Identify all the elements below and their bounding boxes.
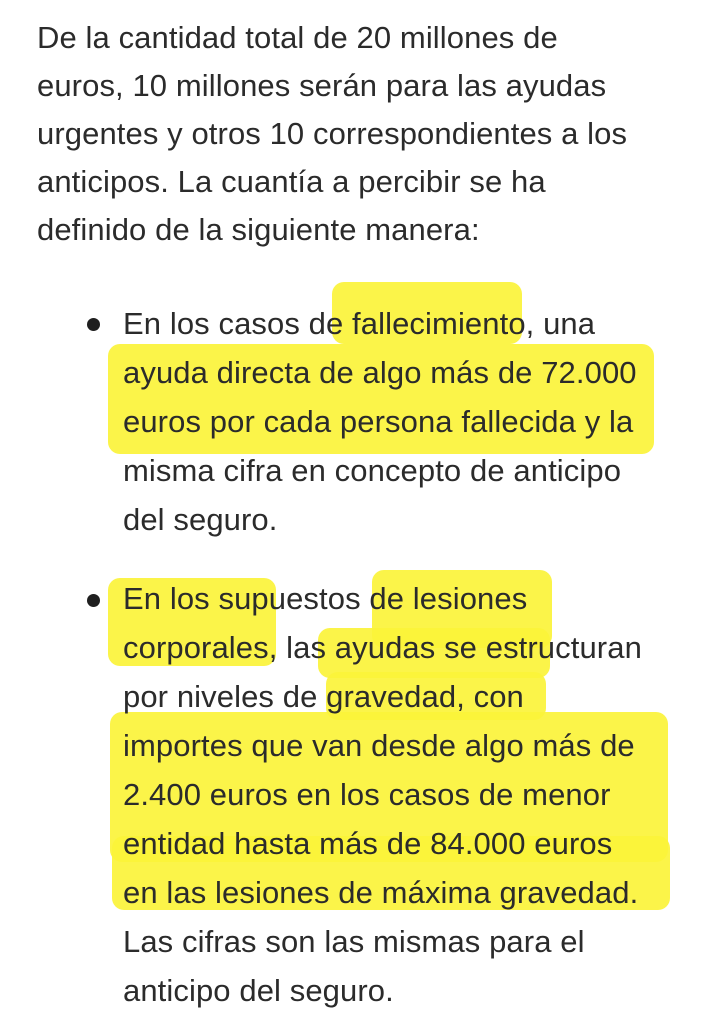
- list-item-line: Las cifras son las mismas para el: [123, 924, 585, 959]
- list-item-line: por niveles de gravedad, con: [123, 679, 524, 714]
- intro-line: De la cantidad total de 20 millones de: [37, 20, 558, 55]
- intro-line: anticipos. La cuantía a percibir se ha: [37, 164, 546, 199]
- list-item-line: En los casos de fallecimiento, una: [123, 306, 596, 341]
- bullet-dot: [87, 594, 100, 607]
- list-item-line: 2.400 euros en los casos de menor: [123, 777, 611, 812]
- list-item-line: del seguro.: [123, 502, 278, 537]
- list-item-line: en las lesiones de máxima gravedad.: [123, 875, 639, 910]
- intro-line: definido de la siguiente manera:: [37, 212, 480, 247]
- list-item-line: misma cifra en concepto de anticipo: [123, 453, 622, 488]
- list-item-line: importes que van desde algo más de: [123, 728, 635, 763]
- list-item-line: anticipo del seguro.: [123, 973, 394, 1008]
- list-item-line: corporales, las ayudas se estructuran: [123, 630, 642, 665]
- list-item-line: En los supuestos de lesiones: [123, 581, 528, 616]
- list-item-line: entidad hasta más de 84.000 euros: [123, 826, 613, 861]
- list-item-line: euros por cada persona fallecida y la: [123, 404, 634, 439]
- list-item-line: ayuda directa de algo más de 72.000: [123, 355, 637, 390]
- bullet-dot: [87, 318, 100, 331]
- intro-line: urgentes y otros 10 correspondientes a los: [37, 116, 628, 151]
- intro-line: euros, 10 millones serán para las ayudas: [37, 68, 607, 103]
